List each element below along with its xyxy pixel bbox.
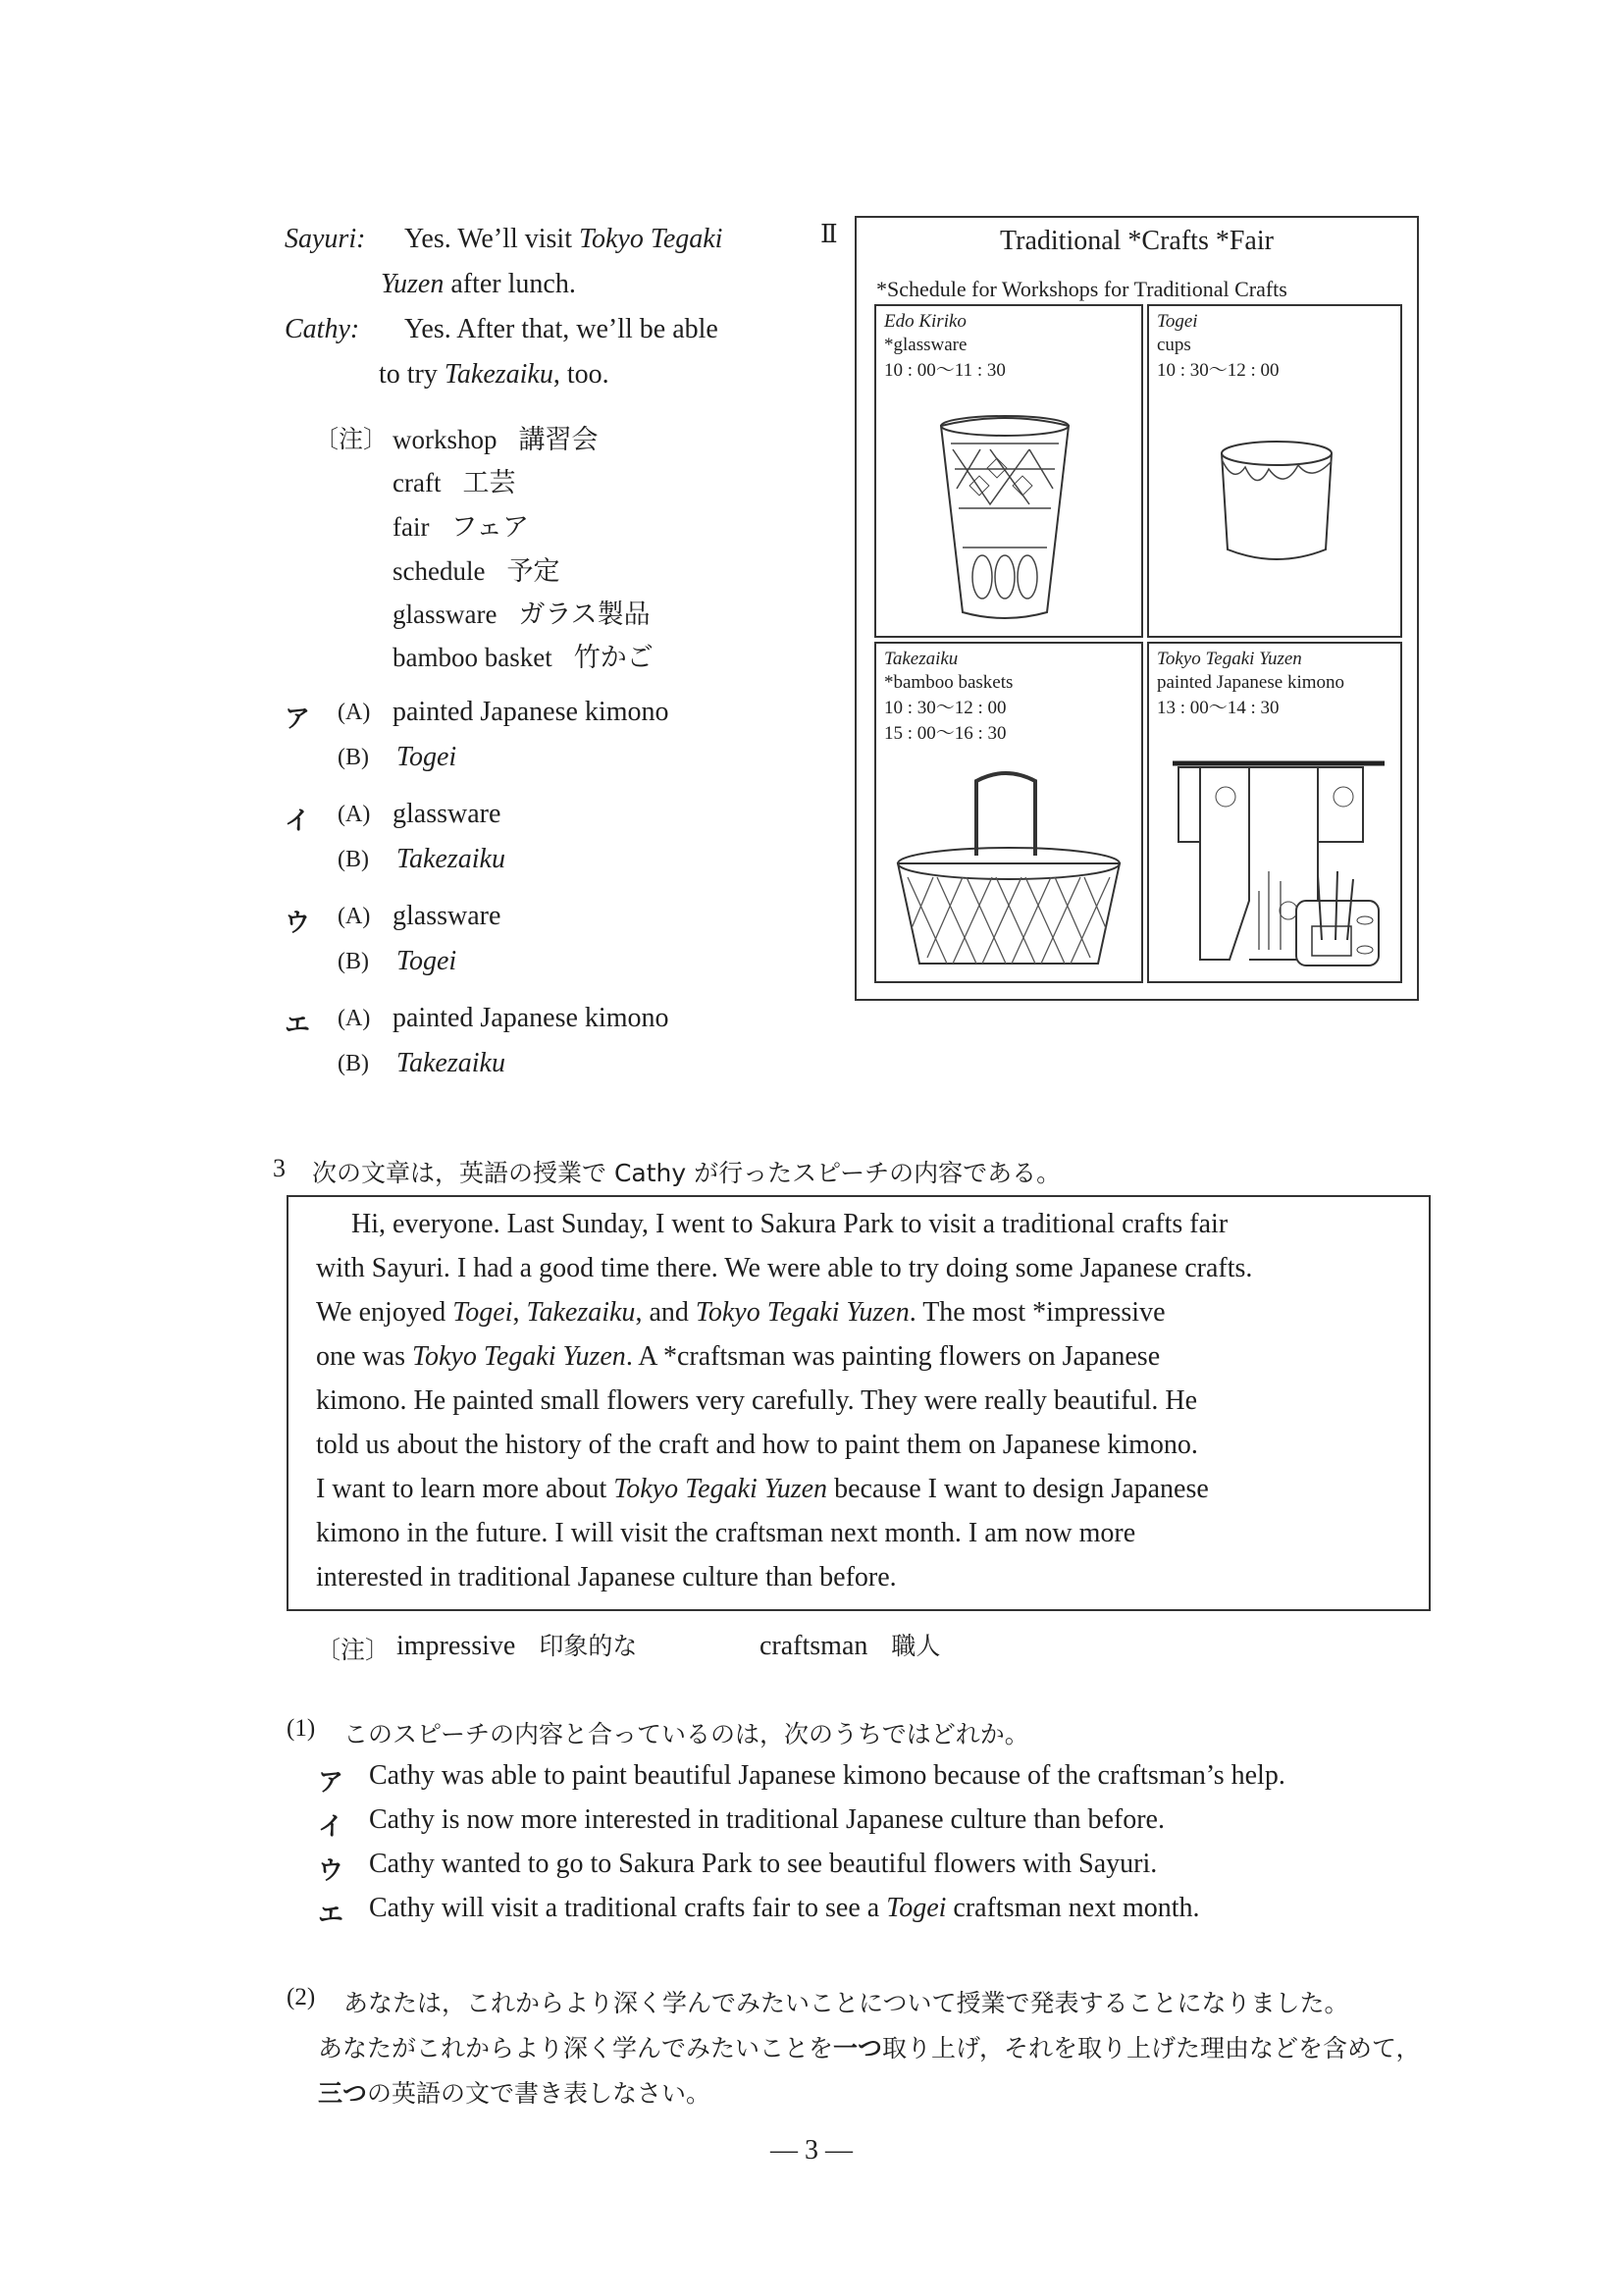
choice-e-option-a: painted Japanese kimono <box>393 1003 669 1033</box>
speech-line: told us about the history of the craft and how to paint them on Japanese kimono. <box>316 1430 1198 1460</box>
glassware-illustration <box>931 410 1078 626</box>
choice-i-option-a: glassware <box>393 799 501 829</box>
workshop-cell-takezaiku <box>874 642 1143 983</box>
q1-option-letter: ア <box>318 1768 344 1798</box>
question-2-line-3: 三つの英語の文で書き表しなさい。 <box>318 2079 711 2108</box>
workshop-time: 10 : 30〜12 : 00 <box>884 698 1007 718</box>
choice-e-label-a: (A) <box>338 1006 371 1031</box>
choice-u-label-b: (B) <box>338 949 369 974</box>
note-item: schedule 予定 <box>393 556 560 587</box>
sayuri-line-2: Yuzen after lunch. <box>381 269 576 299</box>
choice-i-label-a: (A) <box>338 802 371 827</box>
speech-line: interested in traditional Japanese culture than before. <box>316 1562 897 1592</box>
workshop-desc: cups <box>1157 335 1191 355</box>
question-2-line-1: あなたは，これからより深く学んでみたいことについて授業で発表することになりました。 <box>343 1989 1349 2017</box>
speech-box <box>287 1195 1431 1611</box>
choice-u-option-b: Togei <box>396 946 457 976</box>
q1-option-letter: エ <box>318 1901 344 1930</box>
notes-label: 〔注〕 <box>314 425 389 453</box>
workshop-cell-edo-kiriko <box>874 304 1143 638</box>
workshop-name: Takezaiku <box>884 649 959 669</box>
speech-line: We enjoyed Togei, Takezaiku, and Tokyo Tegaki Yuzen. The most *impressive <box>316 1297 1166 1328</box>
cathy-line-1: Yes. After that, we’ll be able <box>404 314 718 344</box>
note-item: bamboo basket 竹かご <box>393 643 654 673</box>
choice-u-option-a: glassware <box>393 901 501 931</box>
workshop-name: Togei <box>1157 311 1198 332</box>
workshop-name: Tokyo Tegaki Yuzen <box>1157 649 1302 669</box>
workshop-desc: *bamboo baskets <box>884 672 1014 693</box>
choice-i-label-b: (B) <box>338 847 369 872</box>
kimono-illustration <box>1171 754 1387 969</box>
q1-option-text: Cathy will visit a traditional crafts fair to see a Togei craftsman next month. <box>369 1893 1200 1923</box>
speech-line: kimono in the future. I will visit the craftsman next month. I am now more <box>316 1518 1136 1548</box>
question-2-line-2: あなたがこれからより深く学んでみたいことを一つ取り上げ，それを取り上げた理由などを含めて， <box>318 2034 1421 2062</box>
speech-line: with Sayuri. I had a good time there. We were able to try doing some Japanese crafts. <box>316 1253 1253 1283</box>
speech-line: one was Tokyo Tegaki Yuzen. A *craftsman was painting flowers on Japanese <box>316 1341 1161 1372</box>
speech-note-1: impressive 印象的な <box>396 1631 638 1661</box>
flyer-title: Traditional *Crafts *Fair <box>1000 226 1274 256</box>
workshop-name: Edo Kiriko <box>884 311 967 332</box>
speech-note-2: craftsman 職人 <box>759 1631 941 1661</box>
note-item: glassware ガラス製品 <box>393 600 651 630</box>
crafts-fair-flyer <box>855 216 1419 1001</box>
q1-option-text: Cathy wanted to go to Sakura Park to see beautiful flowers with Sayuri. <box>369 1849 1158 1879</box>
speech-notes-label: 〔注〕 <box>316 1636 391 1664</box>
choice-e-option-b: Takezaiku <box>396 1048 505 1078</box>
choice-letter-e: エ <box>285 1011 311 1040</box>
workshop-time-2: 15 : 00〜16 : 30 <box>884 723 1007 744</box>
choice-a-option-b: Togei <box>396 742 457 772</box>
choice-e-label-b: (B) <box>338 1051 369 1076</box>
question-1-text: このスピーチの内容と合っているのは，次のうちではどれか。 <box>343 1720 1029 1748</box>
note-item: workshop 講習会 <box>393 425 599 455</box>
choice-letter-u: ウ <box>285 909 311 938</box>
speech-line: kimono. He painted small flowers very carefully. They were really beautiful. He <box>316 1385 1198 1416</box>
sayuri-line-1: Yes. We’ll visit Tokyo Tegaki <box>404 224 723 254</box>
q1-option-letter: イ <box>318 1812 344 1842</box>
choice-letter-a: ア <box>285 704 311 734</box>
roman-numeral-two: Ⅱ <box>820 220 838 248</box>
q1-option-letter: ウ <box>318 1856 344 1886</box>
question-1-number: (1) <box>287 1715 316 1742</box>
choice-i-option-b: Takezaiku <box>396 844 505 874</box>
workshop-desc: *glassware <box>884 335 968 355</box>
choice-a-option-a: painted Japanese kimono <box>393 697 669 727</box>
speech-line: I want to learn more about Tokyo Tegaki Yuzen because I want to design Japanese <box>316 1474 1209 1504</box>
page-number: — 3 — <box>770 2135 853 2166</box>
workshop-desc: painted Japanese kimono <box>1157 672 1345 693</box>
note-item: fair フェア <box>393 512 530 543</box>
speech-line: Hi, everyone. Last Sunday, I went to Sakura Park to visit a traditional crafts fair <box>351 1209 1229 1239</box>
question-2-number: (2) <box>287 1984 316 2010</box>
cup-illustration <box>1214 434 1341 571</box>
workshop-time: 13 : 00〜14 : 30 <box>1157 698 1280 718</box>
note-item: craft 工芸 <box>393 468 516 498</box>
bamboo-basket-illustration <box>888 761 1129 977</box>
workshop-cell-togei <box>1147 304 1402 638</box>
q1-option-text: Cathy is now more interested in traditional Japanese culture than before. <box>369 1804 1165 1835</box>
speaker-sayuri: Sayuri: <box>285 224 366 254</box>
workshop-time: 10 : 30〜12 : 00 <box>1157 360 1280 381</box>
choice-u-label-a: (A) <box>338 904 371 929</box>
speaker-cathy: Cathy: <box>285 314 360 344</box>
choice-a-label-b: (B) <box>338 745 369 770</box>
cathy-line-2: to try Takezaiku, too. <box>379 359 609 390</box>
section-number: 3 <box>273 1154 286 1182</box>
workshop-time: 10 : 00〜11 : 30 <box>884 360 1006 381</box>
choice-a-label-a: (A) <box>338 700 371 725</box>
choice-letter-i: イ <box>285 807 311 836</box>
workshop-cell-tokyo-tegaki-yuzen <box>1147 642 1402 983</box>
flyer-schedule-heading: *Schedule for Workshops for Traditional Crafts <box>876 277 1287 301</box>
section3-intro: 次の文章は，英語の授業で Cathy が行ったスピーチの内容である。 <box>312 1159 1062 1187</box>
q1-option-text: Cathy was able to paint beautiful Japanese kimono because of the craftsman’s help. <box>369 1760 1285 1791</box>
